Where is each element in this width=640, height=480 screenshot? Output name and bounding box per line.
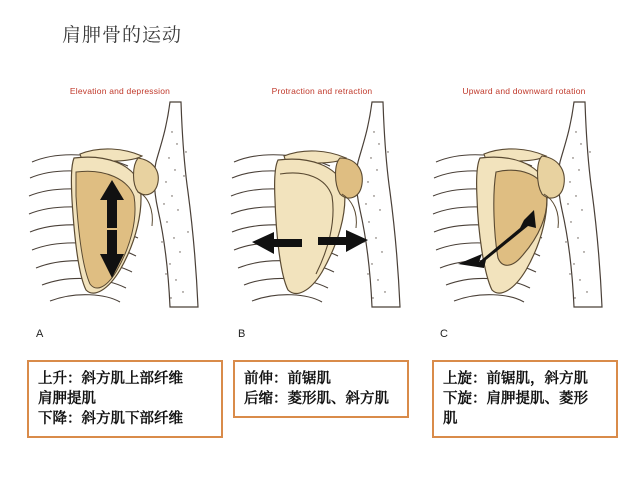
panel-b-caption: Protraction and retraction [271, 86, 373, 96]
legend-c-line-2: 下旋：肩胛提肌、菱形 [443, 391, 588, 407]
torso-outline [154, 102, 198, 307]
legend-b-line-2: 后缩：菱形肌、斜方肌 [244, 391, 389, 407]
acromion-humeral-head [134, 158, 159, 195]
panel-c-letter: C [440, 328, 448, 340]
panel-upward-downward-rotation [424, 72, 624, 342]
diagram-panels [0, 72, 640, 342]
legend-a-line-3: 下降：斜方肌下部纤维 [38, 411, 183, 427]
legend-upward-downward-rotation [432, 360, 618, 438]
panel-a-caption: Elevation and depression [69, 86, 171, 96]
legend-c-line-3: 肌 [443, 411, 458, 427]
panel-a-illustration [20, 92, 220, 332]
panel-b-illustration [222, 92, 422, 332]
page-title: 肩胛骨的运动 [62, 25, 183, 46]
legend-a-line-2: 肩胛提肌 [38, 391, 96, 407]
panel-a-letter: A [36, 328, 44, 340]
panel-c-caption: Upward and downward rotation [462, 86, 586, 96]
panel-elevation-depression [20, 72, 220, 342]
legend-b-line-1: 前伸：前锯肌 [244, 371, 331, 387]
legend-a-line-1: 上升：斜方肌上部纤维 [38, 371, 183, 387]
scapula-body [275, 159, 345, 293]
torso-outline [356, 102, 400, 307]
legend-c-line-1: 上旋：前锯肌，斜方肌 [443, 371, 588, 387]
legend-protraction-retraction [233, 360, 409, 418]
panel-protraction-retraction [222, 72, 422, 342]
legend-elevation-depression [27, 360, 223, 438]
torso-outline [558, 102, 602, 307]
panel-b-letter: B [238, 328, 246, 340]
panel-c-illustration [424, 92, 624, 332]
